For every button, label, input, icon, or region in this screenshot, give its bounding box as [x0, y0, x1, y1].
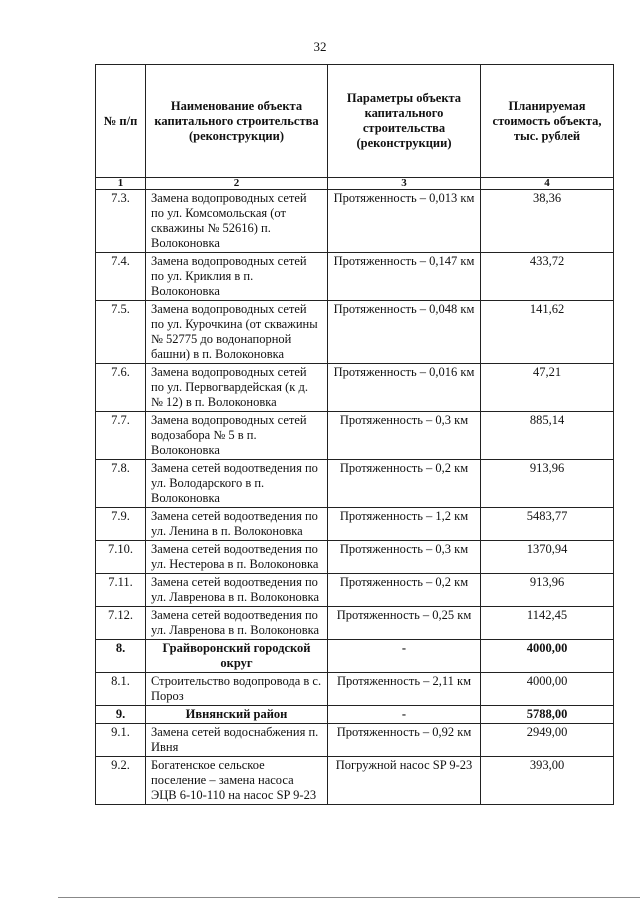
- table-row: [96, 190, 614, 253]
- planned-cost: 4000,00: [481, 673, 614, 706]
- capital-construction-table: [95, 64, 614, 805]
- column-number: 1: [96, 178, 146, 190]
- object-name: Замена водопроводных сетей по ул. Курочкина (от скважины № 52775 до водонапорной башни) в п. Волоконовка: [146, 301, 328, 364]
- page-number: 32: [313, 39, 327, 54]
- object-parameters: Протяженность – 0,013 км: [328, 190, 481, 253]
- row-number: 7.8.: [96, 460, 146, 508]
- object-name: Строительство водопровода в с. Пороз: [146, 673, 328, 706]
- page-bottom-rule: [58, 897, 640, 898]
- object-name: Замена сетей водоотведения по ул. Нестерова в п. Волоконовка: [146, 541, 328, 574]
- object-name: Замена сетей водоотведения по ул. Лавренова в п. Волоконовка: [146, 574, 328, 607]
- object-parameters: Протяженность – 1,2 км: [328, 508, 481, 541]
- table-row: [96, 541, 614, 574]
- table-row: [96, 301, 614, 364]
- table-row: [96, 640, 614, 673]
- column-number-row: [96, 178, 614, 190]
- table-row: [96, 574, 614, 607]
- table-row: [96, 724, 614, 757]
- object-parameters: Протяженность – 0,25 км: [328, 607, 481, 640]
- column-number: 4: [481, 178, 614, 190]
- object-parameters: Протяженность – 0,2 км: [328, 460, 481, 508]
- object-parameters: Протяженность – 0,147 км: [328, 253, 481, 301]
- row-number: 7.7.: [96, 412, 146, 460]
- object-name: Замена сетей водоснабжения п. Ивня: [146, 724, 328, 757]
- row-number: 9.1.: [96, 724, 146, 757]
- object-name: Замена водопроводных сетей по ул. Комсомольская (от скважины № 52616) п. Волоконовка: [146, 190, 328, 253]
- header-params: Параметры объекта капитального строительства (реконструкции): [328, 65, 481, 178]
- planned-cost: 2949,00: [481, 724, 614, 757]
- row-number: 7.12.: [96, 607, 146, 640]
- object-name: Грайворонский городской округ: [146, 640, 328, 673]
- row-number: 7.4.: [96, 253, 146, 301]
- table-row: [96, 757, 614, 805]
- planned-cost: 5483,77: [481, 508, 614, 541]
- row-number: 7.9.: [96, 508, 146, 541]
- row-number: 7.3.: [96, 190, 146, 253]
- object-name: Замена сетей водоотведения по ул. Ленина в п. Волоконовка: [146, 508, 328, 541]
- object-parameters: Протяженность – 0,92 км: [328, 724, 481, 757]
- planned-cost: 5788,00: [481, 706, 614, 724]
- object-parameters: Протяженность – 0,048 км: [328, 301, 481, 364]
- object-name: Ивнянский район: [146, 706, 328, 724]
- planned-cost: 885,14: [481, 412, 614, 460]
- object-parameters: Погружной насос SP 9-23: [328, 757, 481, 805]
- object-name: Замена сетей водоотведения по ул. Володарского в п. Волоконовка: [146, 460, 328, 508]
- row-number: 7.10.: [96, 541, 146, 574]
- row-number: 9.2.: [96, 757, 146, 805]
- table-row: [96, 508, 614, 541]
- header-num: № п/п: [96, 65, 146, 178]
- row-number: 9.: [96, 706, 146, 724]
- row-number: 7.6.: [96, 364, 146, 412]
- planned-cost: 433,72: [481, 253, 614, 301]
- object-parameters: Протяженность – 2,11 км: [328, 673, 481, 706]
- planned-cost: 38,36: [481, 190, 614, 253]
- table-row: [96, 673, 614, 706]
- object-name: Замена водопроводных сетей по ул. Первогвардейская (к д. № 12) в п. Волоконовка: [146, 364, 328, 412]
- object-parameters: -: [328, 640, 481, 673]
- row-number: 8.1.: [96, 673, 146, 706]
- column-number: 3: [328, 178, 481, 190]
- header-name: Наименование объекта капитального строительства (реконструкции): [146, 65, 328, 178]
- object-name: Замена сетей водоотведения по ул. Лавренова в п. Волоконовка: [146, 607, 328, 640]
- object-parameters: Протяженность – 0,3 км: [328, 541, 481, 574]
- table-row: [96, 460, 614, 508]
- object-parameters: -: [328, 706, 481, 724]
- planned-cost: 1370,94: [481, 541, 614, 574]
- row-number: 8.: [96, 640, 146, 673]
- table-header-row: [96, 65, 614, 178]
- planned-cost: 4000,00: [481, 640, 614, 673]
- planned-cost: 1142,45: [481, 607, 614, 640]
- planned-cost: 393,00: [481, 757, 614, 805]
- table-row: [96, 607, 614, 640]
- table-row: [96, 253, 614, 301]
- header-cost: Планируемая стоимость объекта, тыс. рублей: [481, 65, 614, 178]
- planned-cost: 47,21: [481, 364, 614, 412]
- object-name: Богатенское сельское поселение – замена насоса ЭЦВ 6-10-110 на насос SP 9-23: [146, 757, 328, 805]
- table-row: [96, 412, 614, 460]
- planned-cost: 913,96: [481, 460, 614, 508]
- object-name: Замена водопроводных сетей по ул. Криклия в п. Волоконовка: [146, 253, 328, 301]
- row-number: 7.11.: [96, 574, 146, 607]
- planned-cost: 913,96: [481, 574, 614, 607]
- table-row: [96, 364, 614, 412]
- object-parameters: Протяженность – 0,016 км: [328, 364, 481, 412]
- object-parameters: Протяженность – 0,2 км: [328, 574, 481, 607]
- object-name: Замена водопроводных сетей водозабора № 5 в п. Волоконовка: [146, 412, 328, 460]
- column-number: 2: [146, 178, 328, 190]
- object-parameters: Протяженность – 0,3 км: [328, 412, 481, 460]
- row-number: 7.5.: [96, 301, 146, 364]
- planned-cost: 141,62: [481, 301, 614, 364]
- table-row: [96, 706, 614, 724]
- table-body: [96, 190, 614, 805]
